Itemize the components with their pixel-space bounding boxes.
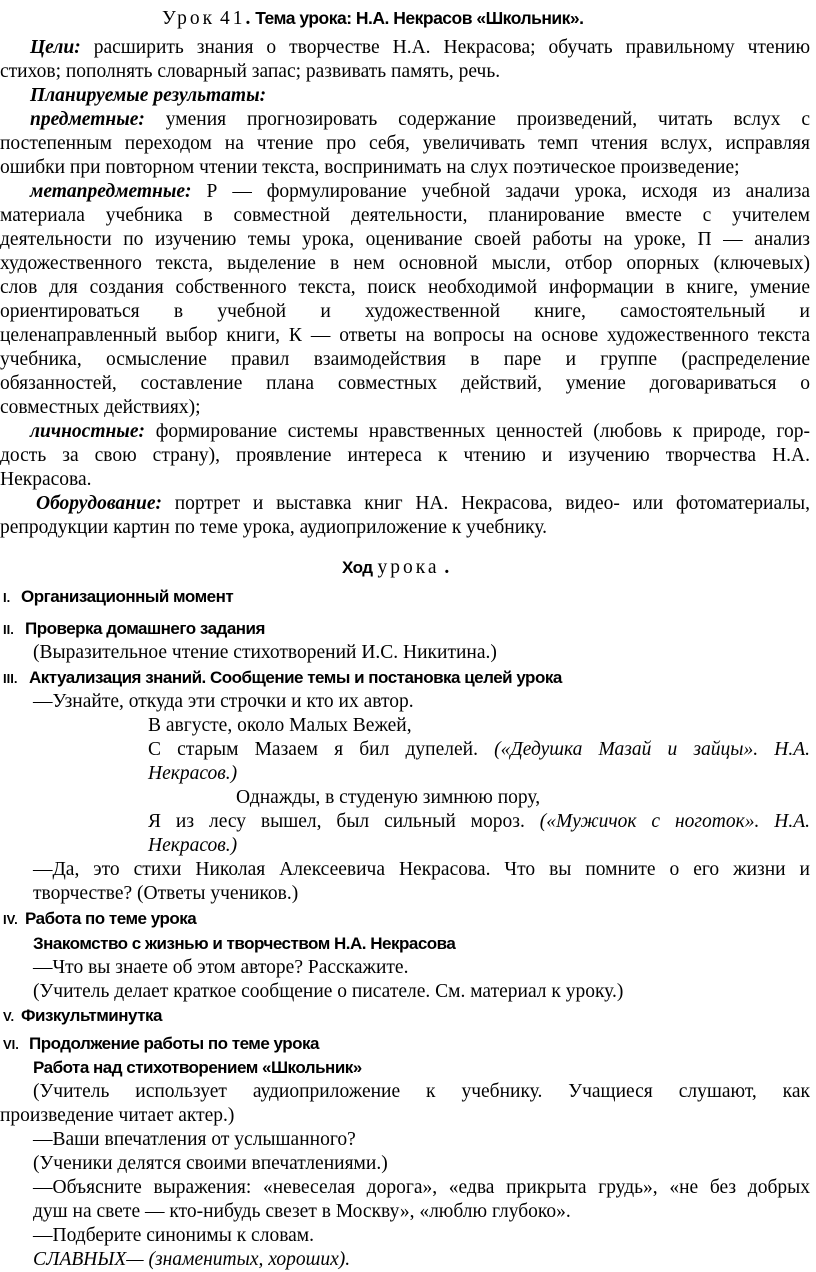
section-6-note-3: (Ученики делятся своими впечатлениями.) — [33, 1153, 388, 1174]
section-6-subtitle: Работа над стихотворением «Школьник» — [33, 1058, 362, 1077]
equipment-label: Оборудование: — [36, 493, 162, 514]
lesson-header — [162, 6, 584, 31]
section-6-note-2: произведение читает актер.) — [0, 1105, 235, 1126]
section-6-question-1: —Ваши впечатления от услышанного? — [33, 1129, 356, 1150]
section-2-text: (Выразительное чтение стихотворений И.С. Никитина.) — [33, 642, 497, 663]
section-3-title: Актуализация знаний. Сообщение темы и постановка целей урока — [29, 668, 562, 687]
course-word-2: урока — [377, 557, 440, 578]
goals-text-1: расширить знания о творчестве Н.А. Некрасова; обучать правильному чтению — [93, 37, 811, 58]
lesson-number: 41 — [219, 8, 246, 29]
poem-2-source-2: Некрасов.) — [148, 835, 238, 856]
section-4-note: (Учитель делает краткое сообщение о писателе. См. материал к уроку.) — [33, 981, 624, 1002]
section-6-title: Продолжение работы по теме урока — [29, 1034, 320, 1053]
goals-label: Цели: — [30, 37, 81, 58]
meta-line-9: обязанностей, составление плана совместных действий, умение договариваться о — [0, 373, 810, 394]
poem-1-line-2 — [148, 738, 810, 762]
personal-line-3: Некрасова. — [0, 469, 92, 490]
meta-line-2: материала учебника в совместной деятельности, планирование вместе с учителем — [0, 205, 810, 226]
meta-line-7: целенаправленный выбор книги, К — ответы на вопросы на основе художественного текста — [0, 325, 810, 346]
lesson-dot: . — [245, 8, 251, 29]
poem-2-source-1: («Мужичок с ноготок». Н.А. — [539, 811, 811, 832]
section-4-heading — [3, 907, 196, 932]
section-6-question-3: —Подберите синонимы к словам. — [33, 1225, 315, 1246]
section-2-heading — [3, 617, 265, 642]
meta-text-1: Р — формулирование учебной задачи урока, исходя из анализа — [206, 181, 811, 202]
course-heading — [342, 556, 449, 580]
poem-1-source-1: («Дедушка Мазай и зайцы». Н.А. — [494, 739, 810, 760]
section-4-number: IV. — [3, 912, 18, 927]
section-3-answer-2: творчестве? (Ответы учеников.) — [33, 883, 299, 904]
subject-label: предметные: — [30, 109, 145, 130]
poem-1-source-2: Некрасов.) — [148, 763, 238, 784]
section-5-title: Физкультминутка — [21, 1006, 162, 1025]
section-3-answer-1: —Да, это стихи Николая Алексеевича Некрасова. Что вы помните о его жизни и — [33, 859, 810, 880]
section-5-number: V. — [3, 1009, 15, 1024]
course-word-1: Ход — [342, 558, 373, 577]
section-4-question: —Что вы знаете об этом авторе? Расскажите. — [33, 957, 409, 978]
meta-line-10: совместных действиях); — [0, 397, 201, 418]
section-6-heading — [3, 1032, 319, 1057]
poem-1-line-1: В августе, около Малых Вежей, — [148, 715, 412, 736]
section-6-question-2b: душ на свете — кто-нибудь свезет в Москву», «люблю глубоко». — [33, 1201, 571, 1222]
section-4-title: Работа по теме урока — [25, 909, 197, 928]
section-3-number: III. — [3, 671, 18, 686]
section-6-question-2a: —Объясните выражения: «невеселая дорога», «едва прикрыта грудь», «не без добрых — [33, 1177, 810, 1198]
meta-line-6: ориентироваться в учебной и художественной книге, самостоятельный и — [0, 301, 810, 322]
meta-line-3: деятельности по изучению темы урока, оценивание своей работы на уроке, П — анализ — [0, 229, 810, 250]
poem-1-text-2: С старым Мазаем я бил дупелей. — [148, 739, 478, 760]
equipment-line-2: репродукции картин по теме урока, аудиоприложение к учебнику. — [0, 517, 548, 538]
lesson-word: Урок — [162, 8, 216, 29]
subject-line-3: ошибки при повторном чтении текста, воспринимать на слух поэтическое произведение; — [0, 157, 740, 178]
goals-line-2: стихов; пополнять словарный запас; развивать память, речь. — [0, 61, 501, 82]
equipment-line-1 — [0, 492, 810, 516]
section-5-heading — [3, 1004, 162, 1029]
section-3-heading — [3, 666, 562, 691]
section-2-title: Проверка домашнего задания — [25, 619, 265, 638]
meta-label: метапредметные: — [30, 181, 192, 202]
section-3-question: —Узнайте, откуда эти строчки и кто их автор. — [33, 691, 414, 712]
meta-line-8: учебника, осмысление правил взаимодействия в паре и группе (распределение — [0, 349, 810, 370]
section-1-heading — [3, 585, 233, 610]
personal-text-1: формирование системы нравственных ценностей (любовь к природе, гор- — [155, 421, 811, 442]
poem-2-line-2 — [148, 810, 810, 834]
subject-line-1 — [0, 108, 810, 132]
lesson-topic: Тема урока: Н.А. Некрасов «Школьник». — [255, 8, 584, 28]
results-heading: Планируемые результаты: — [30, 85, 267, 106]
goals-line-1 — [0, 36, 810, 60]
personal-line-1 — [0, 420, 810, 444]
section-6-synonyms: СЛАВНЫХ— (знаменитых, хороших). — [33, 1249, 351, 1270]
section-6-note-1: (Учитель использует аудиоприложение к учебнику. Учащиеся слушают, как — [33, 1081, 810, 1102]
section-4-subtitle: Знакомство с жизнью и творчеством Н.А. Некрасова — [33, 934, 456, 953]
subject-text-1: умения прогнозировать содержание произведений, читать вслух с — [165, 109, 811, 130]
section-1-title: Организационный момент — [21, 587, 234, 606]
section-6-number: VI. — [3, 1037, 19, 1052]
section-2-number: II. — [3, 622, 14, 637]
course-dot: . — [444, 557, 450, 578]
poem-2-line-1: Однажды, в студеную зимнюю пору, — [236, 787, 541, 808]
meta-line-1 — [0, 180, 810, 204]
equipment-text-1: портрет и выставка книг НА. Некрасова, видео- или фотоматериалы, — [174, 493, 810, 514]
personal-label: личностные: — [30, 421, 145, 442]
personal-line-2: дость за свою страну), проявление интереса к чтению и изучению творчества Н.А. — [0, 445, 810, 466]
meta-line-4: художественного текста, выделение в нем основной мысли, отбор опорных (ключевых) — [0, 253, 810, 274]
meta-line-5: слов для создания собственного текста, поиск необходимой информации в книге, умение — [0, 277, 810, 298]
subject-line-2: постепенным переходом на чтение про себя, увеличивать темп чтения вслух, исправляя — [0, 133, 810, 154]
poem-2-text-2: Я из лесу вышел, был сильный мороз. — [148, 811, 525, 832]
section-1-number: I. — [3, 590, 11, 605]
